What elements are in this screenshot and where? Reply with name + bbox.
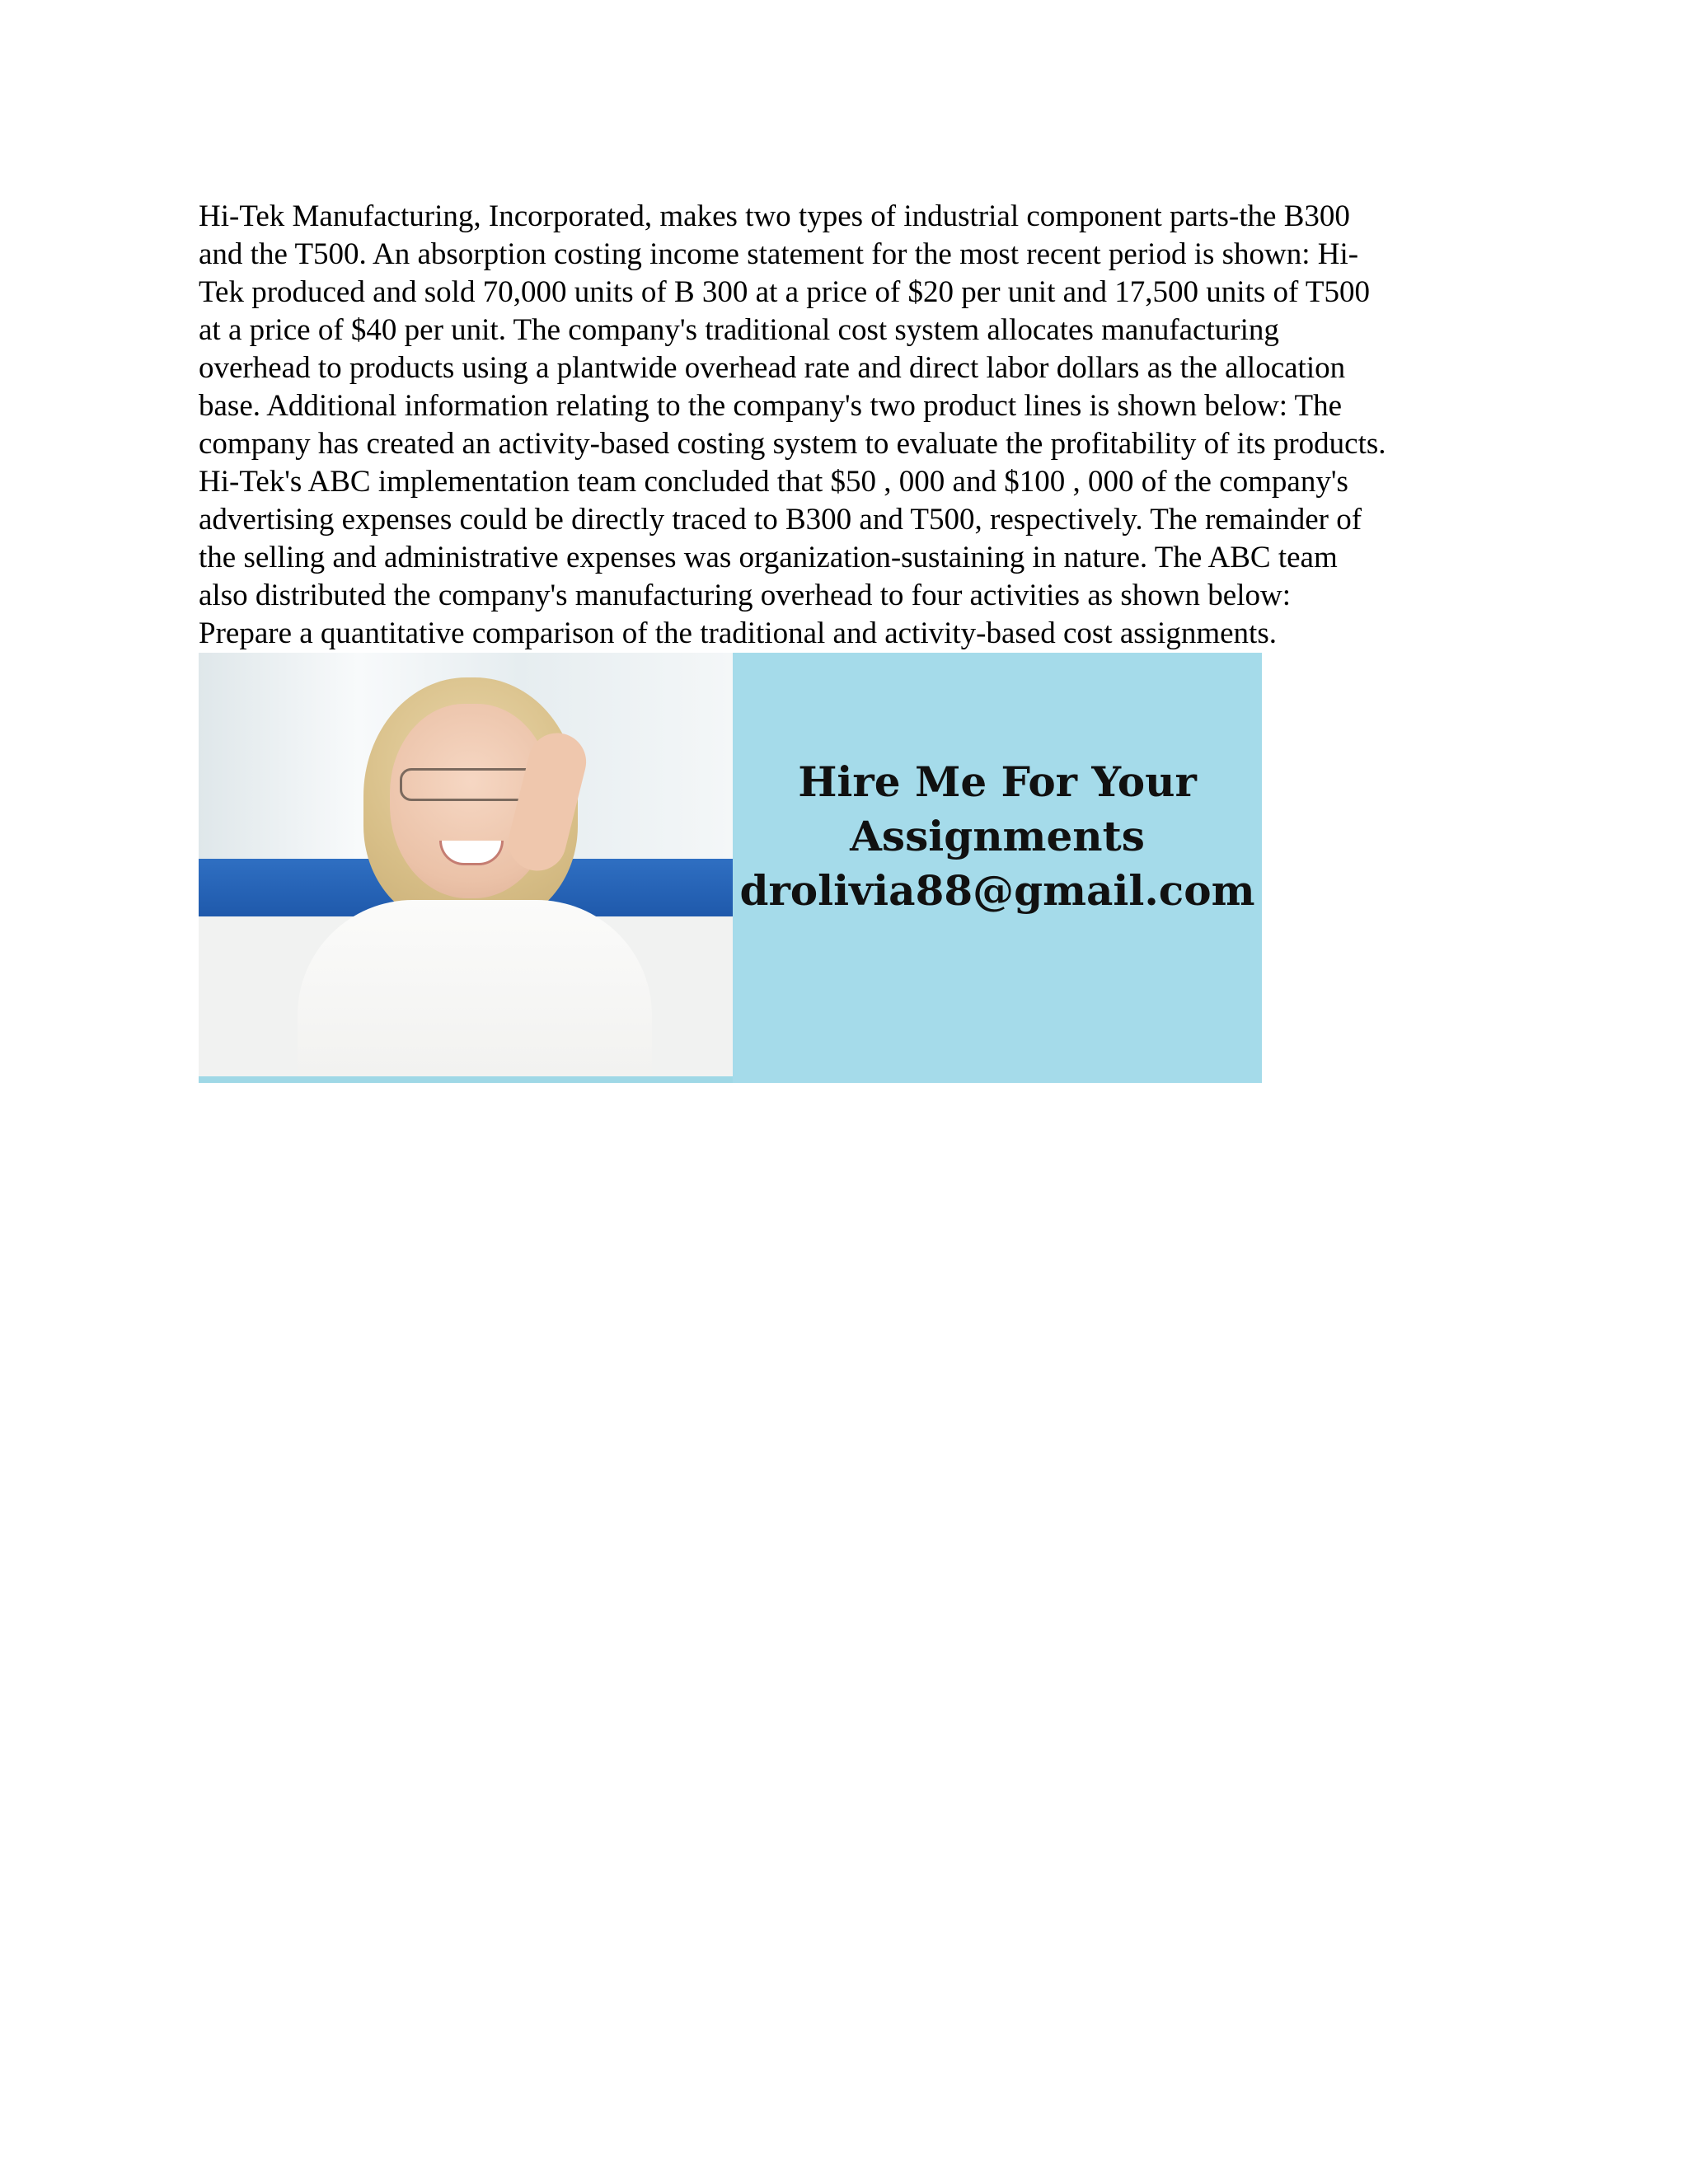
text-line: the selling and administrative expenses was organization-sustaining in nature. The ABC team	[199, 541, 1338, 574]
ad-headline-line-1: Hire Me For Your	[798, 757, 1197, 806]
text-line: Hi-Tek's ABC implementation team concluded that $50 , 000 and $100 , 000 of the company's	[199, 465, 1348, 499]
ad-headline-line-2: Assignments	[850, 812, 1145, 860]
text-line: Prepare a quantitative comparison of the traditional and activity-based cost assignments.	[199, 616, 1277, 650]
advertisement-banner	[199, 653, 1262, 1083]
ad-text-panel	[733, 653, 1262, 1083]
text-line: Tek produced and sold 70,000 units of B 300 at a price of $20 per unit and 17,500 units of T500	[199, 275, 1370, 309]
text-line: overhead to products using a plantwide overhead rate and direct labor dollars as the allocation	[199, 351, 1346, 385]
blouse-shape	[298, 900, 652, 1083]
text-line: company has created an activity-based costing system to evaluate the profitability of its products.	[199, 427, 1386, 461]
problem-text	[199, 198, 1517, 653]
text-line: and the T500. An absorption costing income statement for the most recent period is shown: Hi-	[199, 237, 1359, 271]
ad-message	[733, 755, 1262, 918]
ad-email: drolivia88@gmail.com	[739, 866, 1255, 915]
photo-bottom-strip	[199, 1076, 733, 1083]
text-line: advertising expenses could be directly traced to B300 and T500, respectively. The remainder of	[199, 503, 1362, 537]
text-line: base. Additional information relating to the company's two product lines is shown below: The	[199, 389, 1343, 423]
text-line: at a price of $40 per unit. The company's traditional cost system allocates manufacturing	[199, 313, 1279, 347]
text-line: also distributed the company's manufacturing overhead to four activities as shown below:	[199, 579, 1291, 612]
woman-photo	[199, 653, 733, 1083]
text-line: Hi-Tek Manufacturing, Incorporated, makes two types of industrial component parts-the B300	[199, 199, 1350, 233]
